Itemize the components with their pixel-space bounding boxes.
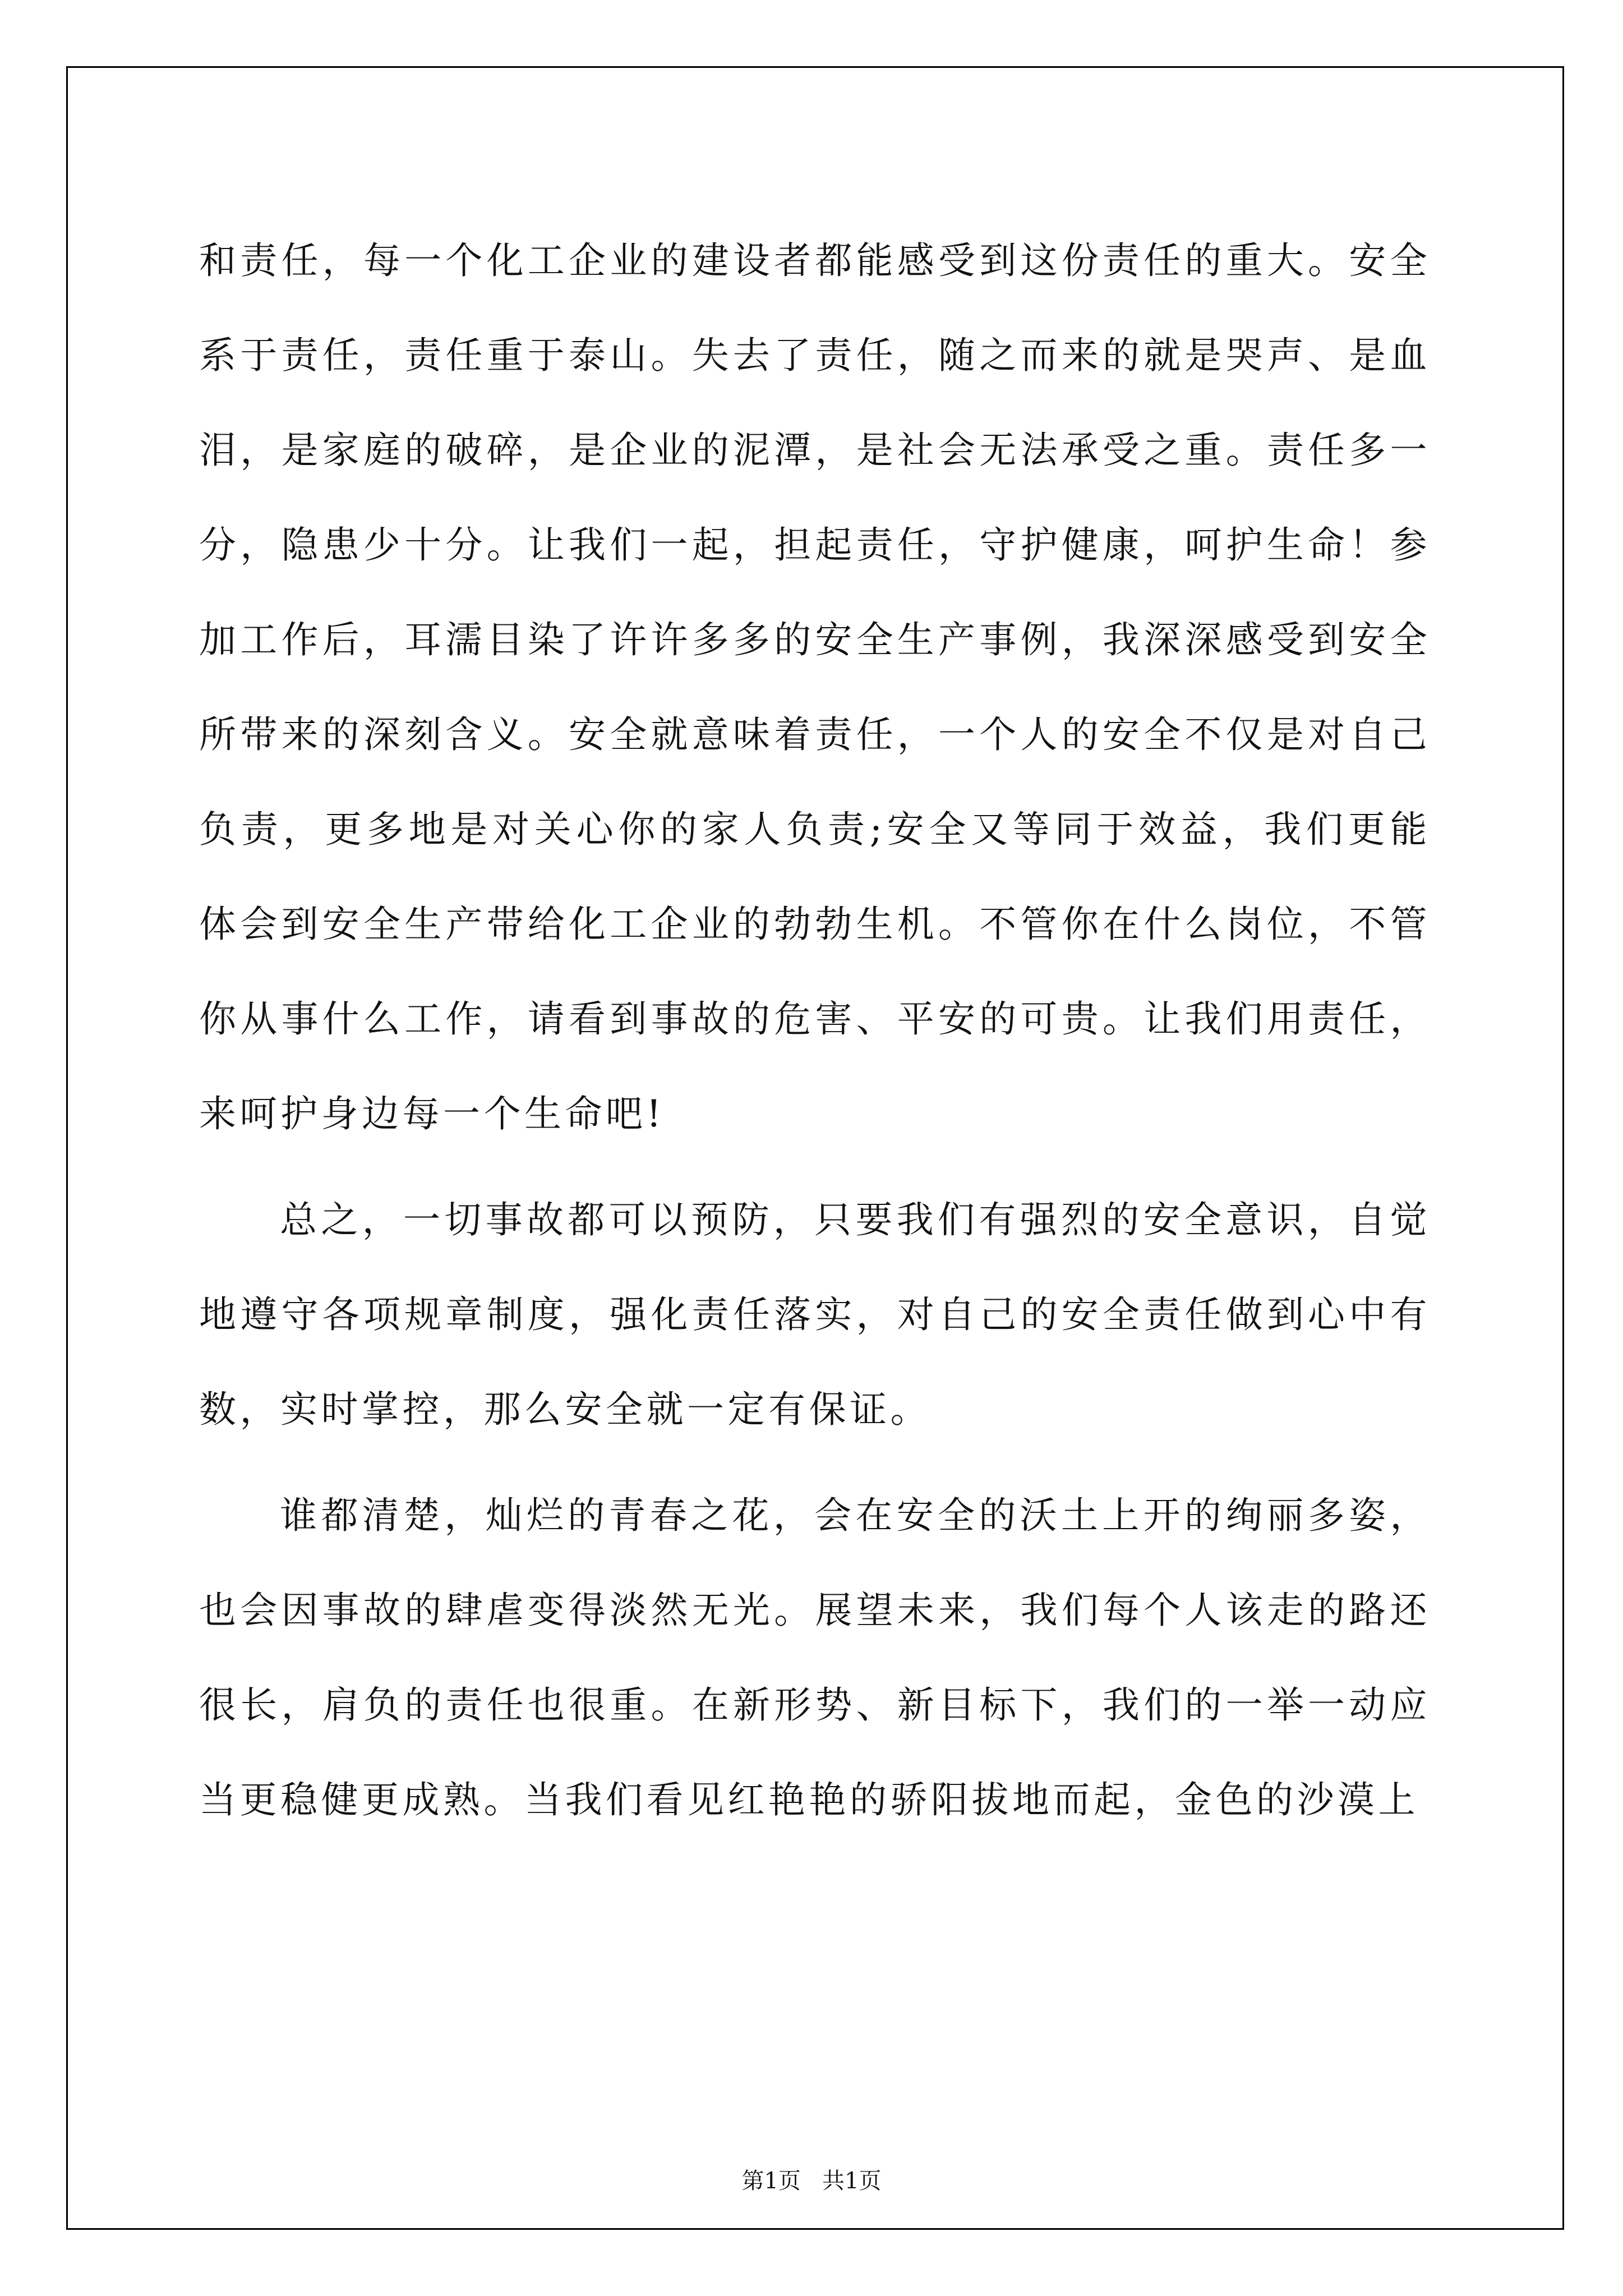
paragraph-1: 和责任，每一个化工企业的建设者都能感受到这份责任的重大。安全系于责任，责任重于泰山。失去了责任，随之而来的就是哭声、是血泪，是家庭的破碎，是企业的泥潭，是社会无法承受之重。责任多一分，隐患少十分。让我们一起，担起责任，守护健康，呵护生命！参加工作后，耳濡目染了许许多多的安全生产事例，我深深感受到安全所带来的深刻含义。安全就意味着责任，一个人的安全不仅是对自己负责，更多地是对关心你的家人负责;安全又等同于效益，我们更能体会到安全生产带给化工企业的勃勃生机。不管你在什么岗位，不管你从事什么工作，请看到事故的危害、平安的可贵。让我们用责任，来呵护身边每一个生命吧! [199,239,1431,1135]
paragraph-3: 谁都清楚，灿烂的青春之花，会在安全的沃土上开的绚丽多姿，也会因事故的肆虐变得淡然无光。展望未来，我们每个人该走的路还很长，肩负的责任也很重。在新形势、新目标下，我们的一举一动应当更稳健更成熟。当我们看见红艳艳的骄阳拔地而起，金色的沙漠上 [199,1494,1431,1821]
document-body [199,213,1431,1847]
page-footer: 第1页 共1页 [741,2168,882,2194]
paragraph-2: 总之，一切事故都可以预防，只要我们有强烈的安全意识，自觉地遵守各项规章制度，强化责任落实，对自己的安全责任做到心中有数，实时掌控，那么安全就一定有保证。 [199,1198,1431,1431]
